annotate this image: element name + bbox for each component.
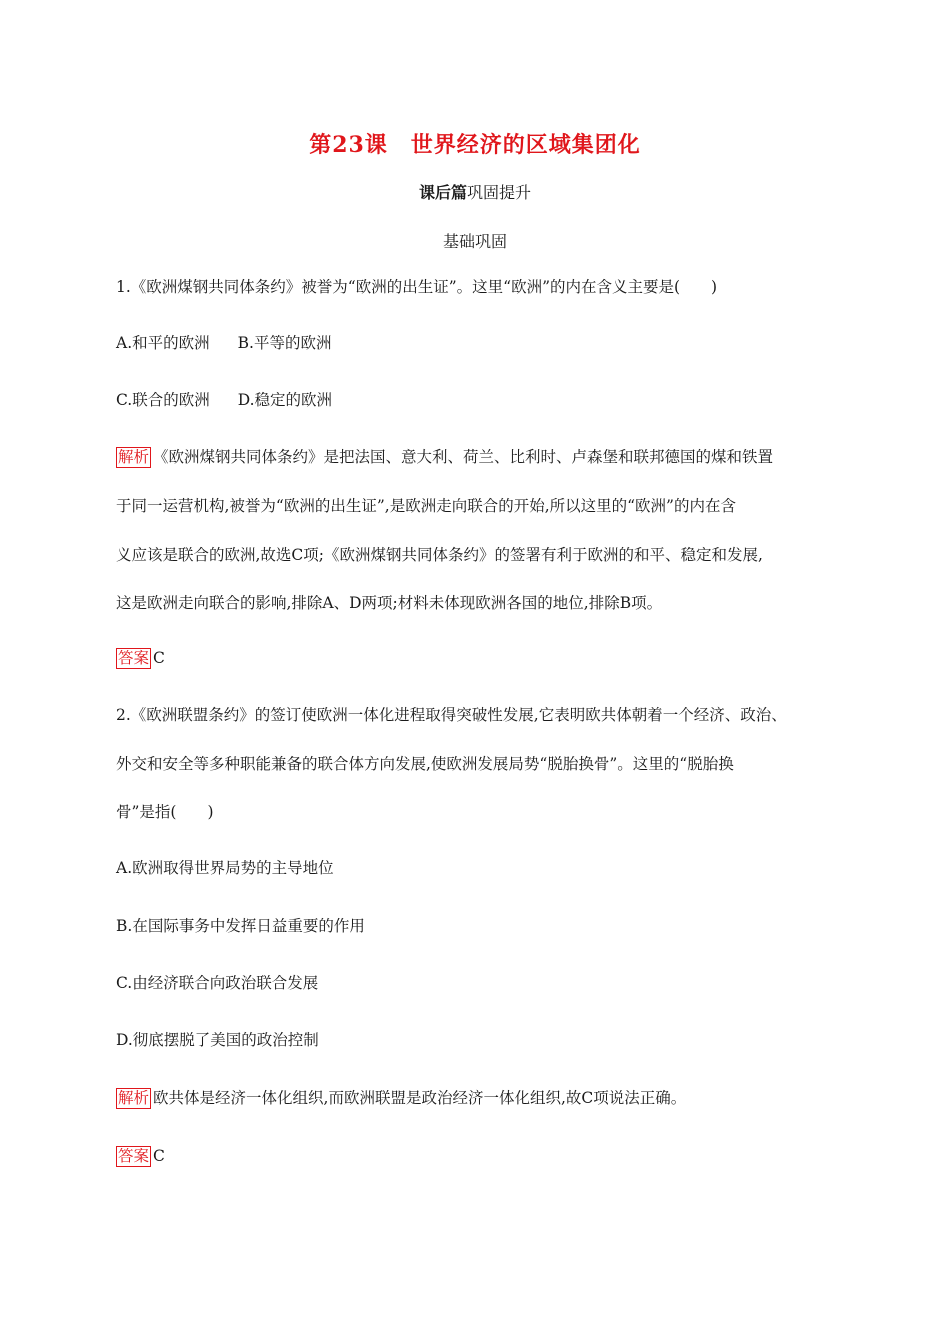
analysis-tag: 解析 — [118, 448, 150, 466]
question-2-stem-line-1: 2.《欧洲联盟条约》的签订使欧洲一体化进程取得突破性发展,它表明欧共体朝着一个经济、政治、 — [116, 706, 787, 724]
option-a: A.和平的欧洲 — [116, 334, 210, 352]
option-d: D.稳定的欧洲 — [237, 391, 333, 409]
subtitle-rest: 巩固提升 — [467, 183, 532, 202]
question-1-analysis-line-2: 于同一运营机构,被誉为“欧洲的出生证”,是欧洲走向联合的开始,所以这里的“欧洲”的内在含 — [116, 497, 736, 515]
question-1-stem: 1.《欧洲煤钢共同体条约》被誉为“欧洲的出生证”。这里“欧洲”的内在含义主要是( ) — [116, 278, 718, 296]
question-1-analysis-line-1 — [116, 445, 846, 469]
question-2-option-a: A.欧洲取得世界局势的主导地位 — [116, 859, 334, 877]
question-2-option-b: B.在国际事务中发挥日益重要的作用 — [116, 917, 365, 935]
analysis-text: 欧共体是经济一体化组织,而欧洲联盟是政治经济一体化组织,故C项说法正确。 — [153, 1089, 687, 1107]
question-1-answer — [116, 646, 846, 670]
question-2-stem-line-3: 骨”是指( ) — [116, 803, 214, 821]
question-1-analysis-line-4: 这是欧洲走向联合的影响,排除A、D两项;材料未体现欧洲各国的地位,排除B项。 — [116, 594, 663, 612]
option-c: C.联合的欧洲 — [116, 391, 210, 409]
question-2-answer — [116, 1144, 846, 1168]
subtitle-bold: 课后篇 — [418, 183, 467, 202]
answer-value: C — [153, 649, 165, 667]
answer-tag: 答案 — [118, 1147, 150, 1165]
analysis-text: 《欧洲煤钢共同体条约》是把法国、意大利、荷兰、比利时、卢森堡和联邦德国的煤和铁置 — [153, 448, 774, 466]
question-1-analysis-line-3: 义应该是联合的欧洲,故选C项;《欧洲煤钢共同体条约》的签署有利于欧洲的和平、稳定和发展, — [116, 546, 763, 564]
question-2-option-c: C.由经济联合向政治联合发展 — [116, 974, 319, 992]
question-2-analysis — [116, 1086, 846, 1110]
analysis-tag: 解析 — [118, 1089, 150, 1107]
page-title: 第23课 世界经济的区域集团化 — [309, 132, 641, 158]
question-1-options-row-1 — [116, 331, 846, 355]
answer-value: C — [153, 1147, 165, 1165]
option-b: B.平等的欧洲 — [237, 334, 332, 352]
answer-tag: 答案 — [118, 649, 150, 667]
question-2-option-d: D.彻底摆脱了美国的政治控制 — [116, 1031, 319, 1049]
question-2-stem-line-2: 外交和安全等多种职能兼备的联合体方向发展,使欧洲发展局势“脱胎换骨”。这里的“脱胎换 — [116, 755, 734, 773]
section-heading: 基础巩固 — [442, 232, 507, 251]
page-subtitle — [0, 180, 950, 203]
question-1-options-row-2 — [116, 388, 846, 412]
